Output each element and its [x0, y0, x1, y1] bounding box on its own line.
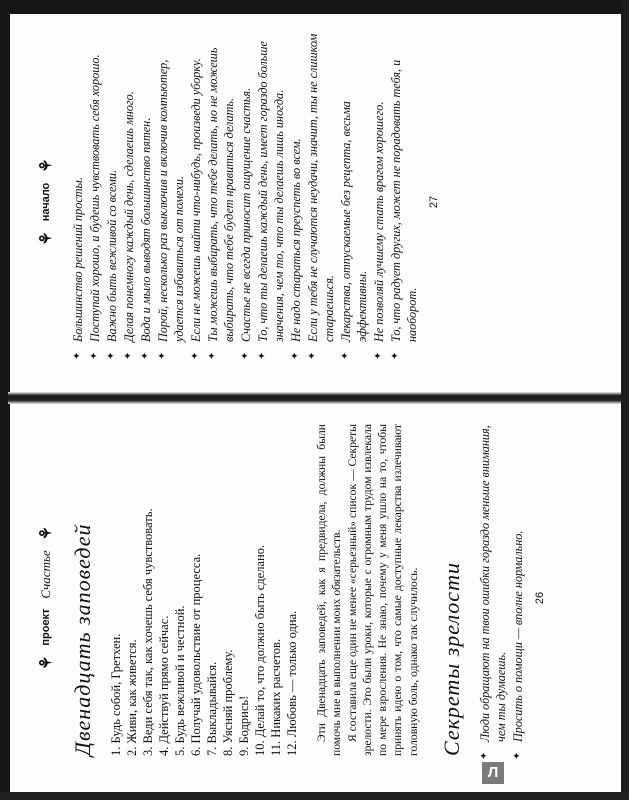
body-paragraph: Я составила еще один не менее «серьезный» список — Секреты зрелости. Это были уроки, которые с огромным трудом извлекала по мере взросления. Не знаю, почему у меня ушло на то, чтобы принять идею о том, что самые доступные лекарства излечивают головную боль, однако так случилось. [345, 424, 420, 756]
section-title: Секреты зрелости [439, 562, 465, 756]
header-label: проект [40, 608, 52, 646]
scan-border-right [621, 0, 629, 800]
list-item: ✦ Не надо стараться преуспеть во всем. [288, 28, 304, 360]
book-spine [8, 392, 621, 404]
watermark-logo: Л [482, 762, 504, 784]
page-number: 26 [534, 591, 547, 605]
list-item: 6. Получай удовольствие от процесса. [189, 553, 203, 756]
fleuron-icon: ⚘ [38, 231, 55, 246]
page-header [36, 406, 56, 790]
chapter-title: Двенадцать заповедей [70, 523, 95, 756]
list-item: 9. Бодрись! [237, 695, 251, 756]
fleuron-icon: ⚘ [38, 655, 55, 670]
list-item: 4. Действуй прямо сейчас. [157, 615, 171, 756]
header-script-title: Счастье [38, 550, 53, 599]
list-item: ✦ Лекарства, отпускаемые без рецепта, весьма эффективны. [338, 28, 370, 360]
header-label: начало [40, 182, 52, 222]
list-item: ✦ Вода и мыло выводят большинство пятен. [138, 28, 154, 360]
list-item: 2. Живи, как живется. [125, 639, 139, 756]
list-item: ✦ Порой, несколько раз выключив и включив компьютер, удается избавиться от помехи. [155, 28, 187, 360]
page-27 [18, 14, 618, 390]
list-item: 3. Веди себя так, как хочешь себя чувствовать. [141, 508, 155, 756]
list-item: ✦ Поступай хорошо, и будешь чувствовать себя хорошо. [87, 28, 103, 360]
scan-border-top [0, 0, 629, 14]
list-item: ✦ Люди обращают на твои ошибки гораздо меньше внимания, чем ты думаешь. [477, 420, 509, 760]
list-item: ✦ Не позволяй лучшему стать врагом хорошего. [371, 28, 387, 360]
list-item: ✦ Делая понемногу каждый день, сделаешь много. [121, 28, 137, 360]
list-item: ✦ Ты можешь выбирать, что тебе делать, но не можешь выбирать, что тебе будет нравиться делать. [205, 28, 237, 360]
list-item: 10. Делай то, что должно быть сделано. [253, 544, 267, 756]
list-item: 1. Будь собой, Гретхен. [109, 633, 123, 756]
list-item: 5. Будь вежливой и честной. [173, 605, 187, 756]
list-item: 12. Любовь — только одна. [285, 610, 299, 756]
list-item: ✦ То, что радует других, может не порадовать тебя, и наоборот. [388, 28, 420, 360]
list-item: ✦ Если у тебя не случаются неудачи, значит, ты не слишком стараешься. [305, 28, 337, 360]
list-item: ✦ Счастье не всегда приносит ощущение счастья. [238, 28, 254, 360]
list-item: 8. Уясняй проблему. [221, 649, 235, 756]
fleuron-icon: ⚘ [38, 526, 55, 541]
scan-border-bottom [0, 792, 629, 800]
commandments-list [108, 406, 300, 756]
list-item: 11. Никаких расчетов. [269, 638, 283, 756]
page-26 [18, 406, 618, 790]
list-item: ✦ Важно быть вежливой со всеми. [104, 28, 120, 360]
body-paragraph: Эти Двенадцать заповедей, как я предвидела, должны были помочь мне в выполнении моих обязательств. [315, 424, 344, 756]
page-header [36, 14, 56, 390]
maturity-list [477, 420, 526, 760]
list-item: ✦ То, что ты делаешь каждый день, имеет гораздо больше значения, чем то, что ты делаешь лишь иногда. [255, 28, 287, 360]
list-item: 7. Выкладывайся. [205, 661, 219, 756]
list-item: ✦ Большинство решений просты. [70, 28, 86, 360]
list-item: ✦ Просить о помощи — вполне нормально. [510, 420, 526, 760]
fleuron-icon: ⚘ [38, 158, 55, 173]
list-item: ✦ Если не можешь найти что-нибудь, произведи уборку. [188, 28, 204, 360]
maturity-list-continued [70, 28, 420, 360]
page-number: 27 [428, 195, 440, 209]
